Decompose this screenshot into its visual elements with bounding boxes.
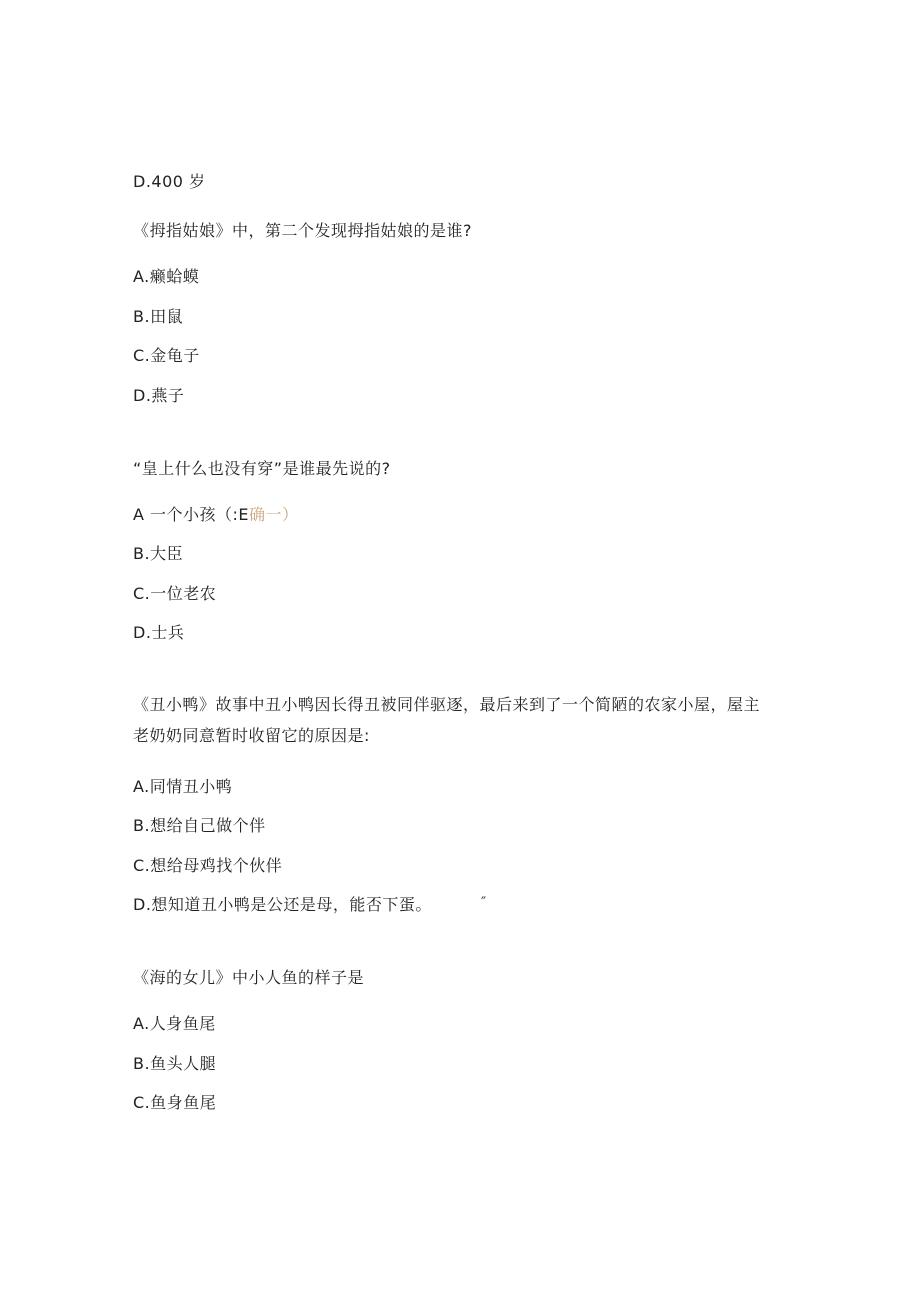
- option-d-prev: D.400 岁: [133, 172, 206, 191]
- option-a: A.人身鱼尾: [133, 1014, 216, 1033]
- question-ugly-duckling-line1: 《丑小鸭》故事中丑小鸭因长得丑被同伴驱逐，最后来到了一个简陋的农家小屋，屋主: [133, 695, 761, 714]
- option-b: B.田鼠: [133, 307, 184, 326]
- stray-mark: ″: [481, 895, 487, 911]
- option-d: D.燕子: [133, 386, 185, 405]
- option-b: B.鱼头人腿: [133, 1054, 217, 1073]
- option-a: A.癞蛤蟆: [133, 267, 200, 286]
- option-c: C.鱼身鱼尾: [133, 1093, 217, 1112]
- option-a-text: A 一个小孩（:E: [133, 505, 250, 524]
- question-ugly-duckling-line2: 老奶奶同意暂时收留它的原因是:: [133, 726, 370, 745]
- option-d: D.想知道丑小鸭是公还是母，能否下蛋。: [133, 895, 432, 914]
- option-b: B.想给自己做个伴: [133, 816, 266, 835]
- option-a: A.同情丑小鸭: [133, 777, 233, 796]
- question-emperor: “皇上什么也没有穿”是谁最先说的?: [133, 459, 391, 478]
- option-c: C.金龟子: [133, 346, 200, 365]
- option-d: D.士兵: [133, 623, 185, 642]
- option-a: [133, 504, 299, 526]
- question-little-mermaid: 《海的女儿》中小人鱼的样子是: [133, 968, 365, 987]
- option-b: B.大臣: [133, 544, 184, 563]
- answer-mark: 确一）: [249, 505, 299, 524]
- option-c: C.一位老农: [133, 584, 217, 603]
- question-thumbelina: 《拇指姑娘》中，第二个发现拇指姑娘的是谁?: [133, 221, 472, 240]
- option-c: C.想给母鸡找个伙伴: [133, 856, 283, 875]
